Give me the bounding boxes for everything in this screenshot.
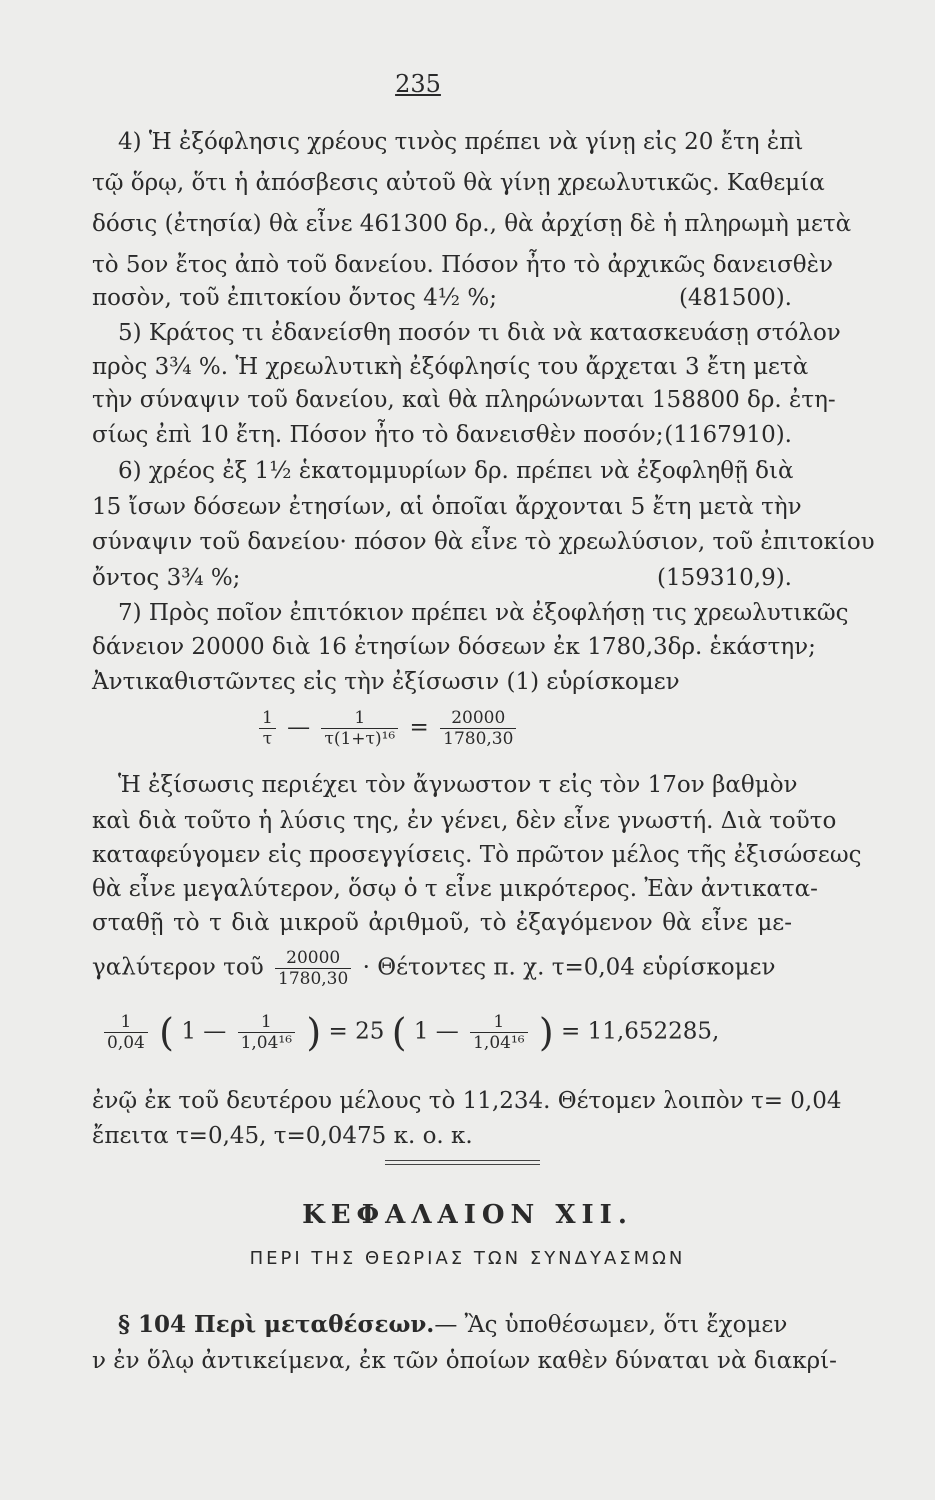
eq2-rparen-2: ) [538,1010,554,1055]
body-inline-frac: $\frac{20000}{1780,30}$ [275,948,351,989]
equation-2 [100,1012,800,1053]
double-rule-divider [385,1160,540,1165]
problem4-line4: τὸ 5ον ἔτος ἀπὸ τοῦ δανείου. Πόσον ἦτο τὸ ἀρχικῶς δανεισθὲν [92,252,833,278]
section-line1 [118,1310,792,1340]
after-line1: ἐνῷ ἐκ τοῦ δευτέρου μέλους τὸ 11,234. Θέτομεν λοιπὸν τ= 0,04 [92,1088,842,1114]
chapter-subtitle: ΠΕΡΙ ΤΗΣ ΘΕΩΡΙΑΣ ΤΩΝ ΣΥΝΔΥΑΣΜΩΝ [249,1248,686,1269]
problem4-answer: (481500). [678,285,792,311]
body-line3: καταφεύγομεν εἰς προσεγγίσεις. Τὸ πρῶτον μέλος τῆς ἐξισώσεως [92,842,862,868]
problem5-text: σίως ἐπὶ 10 ἔτη. Πόσον ἦτο τὸ δανεισθὲν ποσόν; [92,422,664,448]
eq2-lparen-1: ( [159,1010,174,1055]
eq2-frac-3: $\frac{1}{\text{1,04¹⁶}}$ [470,1012,527,1053]
eq1-frac-1: $\frac{1}{\tau}$ [259,708,276,749]
problem5-line2: πρὸς 3¾ %. Ἡ χρεωλυτικὴ ἐξόφλησίς του ἄρχεται 3 ἔτη μετὰ [92,354,809,380]
eq1-frac-3: $\frac{20000}{1780,30}$ [440,708,516,749]
section-heading: § 104 Περὶ μεταθέσεων. [118,1311,435,1338]
problem6-line3: σύναψιν τοῦ δανείου· πόσον θὰ εἶνε τὸ χρεωλύσιον, τοῦ ἐπιτοκίου [92,529,875,555]
problem5-line1: 5) Κράτος τι ἐδανείσθη ποσόν τι διὰ νὰ κατασκευάσῃ στόλον [118,320,841,346]
eq1-minus: — [287,714,311,741]
problem6-line2: 15 ἴσων δόσεων ἐτησίων, αἱ ὁποῖαι ἄρχονται 5 ἔτη μετὰ τὴν [92,494,802,520]
problem4-line1: 4) Ἡ ἐξόφλησις χρέους τινὸς πρέπει νὰ γίνῃ εἰς 20 ἔτη ἐπὶ [118,129,804,155]
body-line5: σταθῇ τὸ τ διὰ μικροῦ ἀριθμοῦ, τὸ ἐξαγόμενον θὰ εἶνε με- [92,910,792,936]
chapter-title: ΚΕΦΑΛΑΙΟΝ XII. [302,1200,633,1230]
eq1-equals: = [409,714,429,741]
eq2-result: = 11,652285, [561,1018,720,1045]
problem6-text: ὄντος 3¾ %; [92,565,241,591]
body-line6-post: · Θέτοντες π. χ. τ=0,04 εὑρίσκομεν [362,954,776,981]
page-number: 235 [395,70,441,98]
eq2-frac-1: $\frac{1}{0,04}$ [104,1012,148,1053]
eq2-one-minus-1: 1 — [181,1018,227,1045]
body-line4: θὰ εἶνε μεγαλύτερον, ὅσῳ ὁ τ εἶνε μικρότερος. Ἐὰν ἀντικατα- [92,876,818,902]
problem5-line4 [92,420,792,450]
problem6-line4 [92,563,792,593]
eq2-rparen-1: ) [306,1010,322,1055]
problem7-line2: δάνειον 20000 διὰ 16 ἐτησίων δόσεων ἐκ 1780,3δρ. ἑκάστην; [92,634,816,660]
eq1-frac-2: $\frac{1}{\text{τ(1+τ)¹⁶}}$ [321,708,398,749]
eq2-lparen-2: ( [391,1010,407,1055]
problem4-line5 [92,283,792,313]
equation-1 [255,708,675,749]
after-line2: ἔπειτα τ=0,45, τ=0,0475 κ. ο. κ. [92,1123,473,1149]
eq2-one-minus-2: 1 — [413,1018,459,1045]
body-line6-pre: γαλύτερον τοῦ [92,954,264,981]
problem7-line1: 7) Πρὸς ποῖον ἐπιτόκιον πρέπει νὰ ἐξοφλήσῃ τις χρεωλυτικῶς [118,600,849,626]
body-line2: καὶ διὰ τοῦτο ἡ λύσις της, ἐν γένει, δὲν εἶνε γνωστή. Διὰ τοῦτο [92,808,837,834]
problem6-line1: 6) χρέος ἐξ 1½ ἑκατομμυρίων δρ. πρέπει νὰ ἐξοφληθῇ διὰ [118,458,794,484]
problem6-answer: (159310,9). [656,565,792,591]
body-line6 [92,948,792,989]
problem4-text: ποσὸν, τοῦ ἐπιτοκίου ὄντος 4½ %; [92,285,497,311]
problem7-line3: Ἀντικαθιστῶντες εἰς τὴν ἐξίσωσιν (1) εὑρίσκομεν [92,669,680,695]
section-line1-rest: — Ἂς ὑποθέσωμεν, ὅτι ἔχομεν [434,1312,788,1338]
body-line1: Ἡ ἐξίσωσις περιέχει τὸν ἄγνωστον τ εἰς τὸν 17ον βαθμὸν [118,772,798,798]
problem5-line3: τὴν σύναψιν τοῦ δανείου, καὶ θὰ πληρώνωνται 158800 δρ. ἐτη- [92,387,836,413]
problem4-line2: τῷ ὅρῳ, ὅτι ἡ ἀπόσβεσις αὐτοῦ θὰ γίνῃ χρεωλυτικῶς. Καθεμία [92,170,825,196]
section-line2: ν ἐν ὅλῳ ἀντικείμενα, ἐκ τῶν ὁποίων καθὲν δύναται νὰ διακρί- [92,1348,837,1374]
eq2-middle: = 25 [328,1018,385,1045]
problem5-answer: (1167910). [664,422,792,448]
eq2-frac-2: $\frac{1}{\text{1,04¹⁶}}$ [238,1012,295,1053]
problem4-line3: δόσις (ἐτησία) θὰ εἶνε 461300 δρ., θὰ ἀρχίσῃ δὲ ἡ πληρωμὴ μετὰ [92,211,852,237]
